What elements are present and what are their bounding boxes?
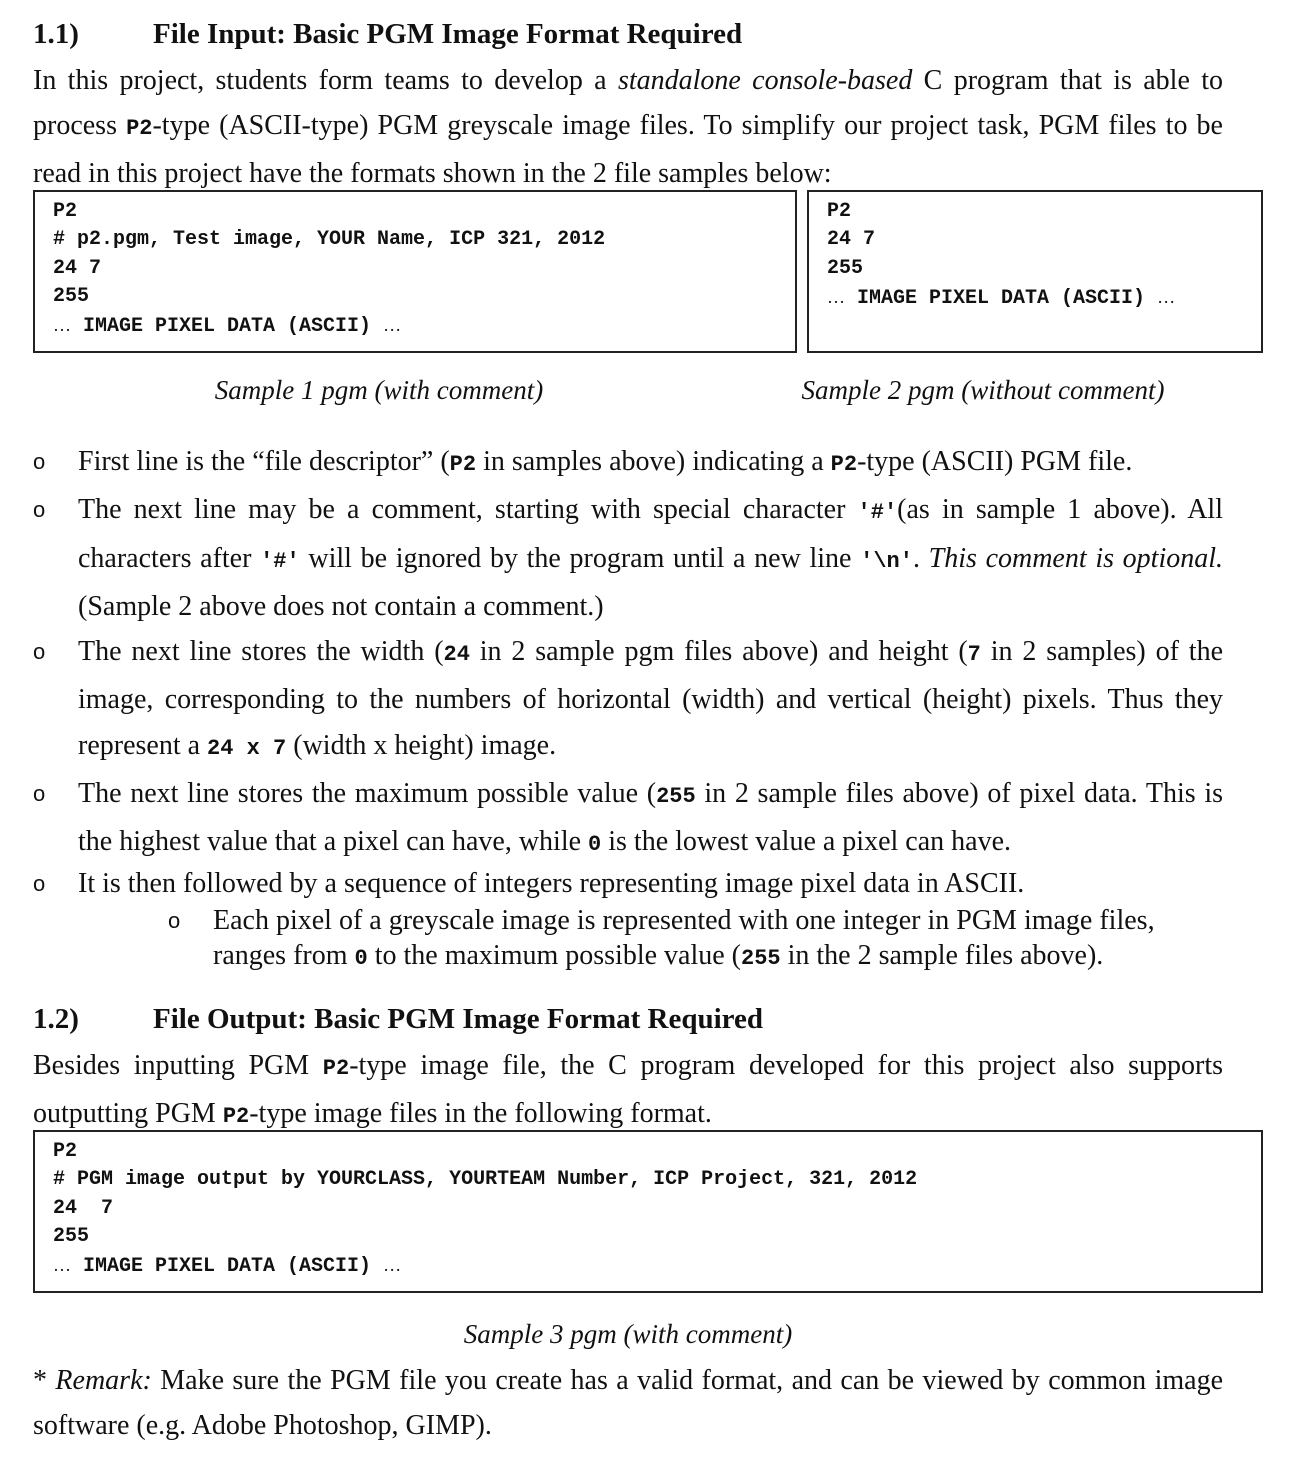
format-bullet-list [33, 440, 1223, 976]
code-line: P2 [827, 200, 852, 223]
code-line: P2 [53, 200, 78, 223]
sample-1-code-box [33, 190, 797, 353]
remark-label: Remark: [55, 1365, 152, 1396]
code-line: 24 7 [827, 228, 876, 252]
code-line-pixel-data: … IMAGE PIXEL DATA (ASCII) … [827, 286, 1176, 310]
intro-paragraph: In this project, students form teams to develop a standalone console-based C program that is able to process P2-type (ASCII-type) PGM greyscale image files. To simplify our project task, PGM files to be read in this project have the formats shown in the 2 file samples below: [33, 65, 1223, 189]
bullet-marker: o [33, 871, 46, 896]
bullet-marker: o [33, 639, 46, 665]
list-item: o The next line may be a comment, starting with special character '#'(as in sample 1 above). All characters after '#' will be ignored by the program until a new line '\n'. This comment is optional. (Sample 2 above does not contain a comment.) [33, 487, 1223, 630]
bullet-marker: o [168, 908, 181, 933]
remark-paragraph: * Remark: Make sure the PGM file you create has a valid format, and can be viewed by common image software (e.g. Adobe Photoshop, GIMP). [33, 1365, 1224, 1441]
code-line: 255 [53, 1224, 90, 1248]
code-line: 24 7 [53, 256, 102, 280]
section-title: File Input: Basic PGM Image Format Required [153, 18, 743, 50]
code-line: 24 7 [53, 1196, 114, 1220]
list-item: o The next line stores the maximum possible value (255 in 2 sample files above) of pixel data. This is the highest value that a pixel can have, while 0 is the lowest value a pixel can have. [33, 771, 1223, 867]
list-item: o First line is the “file descriptor” (P2 in samples above) indicating a P2-type (ASCII) PGM file. [33, 440, 1223, 487]
code-line-pixel-data: … IMAGE PIXEL DATA (ASCII) … [53, 1255, 402, 1279]
section-number: 1.2) [33, 1003, 79, 1035]
list-item: o The next line stores the width (24 in 2 sample pgm files above) and height (7 in 2 samples) of the image, corresponding to the numbers of horizontal (width) and vertical (height) pixels. Thus they represent a 24 x 7 (width x height) image. [33, 629, 1223, 771]
sub-list-item: o Each pixel of a greyscale image is represented with one integer in PGM image files, ranges from 0 to the maximum possible value (255 in the 2 sample files above). [168, 905, 1155, 971]
bullet-marker: o [33, 497, 46, 522]
output-intro-paragraph: Besides inputting PGM P2-type image file, the C program developed for this project also supports outputting PGM P2-type image files in the following format. [33, 1050, 1223, 1129]
sample-3-code-box [33, 1130, 1263, 1293]
sample-2-code-box [807, 190, 1263, 353]
section-heading-1-2 [33, 999, 763, 1039]
sample-2-caption: Sample 2 pgm (without comment) [801, 375, 1165, 405]
section-number: 1.1) [33, 18, 79, 50]
sample-3-caption: Sample 3 pgm (with comment) [463, 1319, 793, 1349]
bullet-marker: o [33, 449, 46, 474]
section-heading-1-1 [33, 14, 742, 54]
code-line-pixel-data: … IMAGE PIXEL DATA (ASCII) … [53, 315, 402, 339]
emphasis: standalone console-based [617, 65, 913, 96]
code-line: 255 [53, 284, 90, 308]
code-line: 255 [827, 256, 864, 280]
list-item: o It is then followed by a sequence of integers representing image pixel data in ASCII. [33, 865, 1223, 903]
code-line: # p2.pgm, Test image, YOUR Name, ICP 321, 2012 [53, 228, 606, 252]
bullet-marker: o [33, 781, 46, 806]
inline-code: P2 [126, 116, 153, 141]
section-title: File Output: Basic PGM Image Format Required [153, 1003, 764, 1035]
code-line: # PGM image output by YOURCLASS, YOURTEAM Number, ICP Project, 321, 2012 [53, 1168, 918, 1192]
code-line: P2 [53, 1140, 78, 1163]
sample-1-caption: Sample 1 pgm (with comment) [214, 375, 544, 405]
